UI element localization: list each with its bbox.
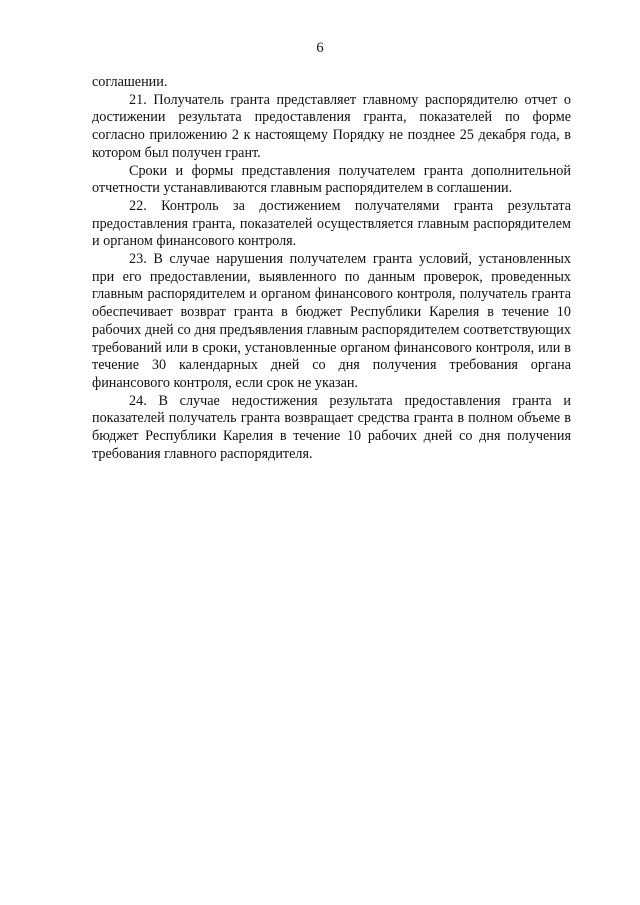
page-number: 6 [316,40,324,56]
document-body [92,74,571,463]
paragraph-21: 21. Получатель гранта представляет главному распорядителю отчет о достижении результата предоставления гранта, показателей по форме согласно приложению 2 к настоящему Порядку не позднее 25 декабря года, в котором был получен грант. [92,91,571,161]
paragraph-23: 23. В случае нарушения получателем гранта условий, установленных при его предоставлении, выявленного по данным проверок, проведенных главным распорядителем и органом финансового контроля, получатель гранта обеспечивает возврат гранта в бюджет Республики Карелия в течение 10 рабочих дней со дня предъявления главным распорядителем соответствующих требований или в сроки, установленные органом финансового контроля, или в течение 30 календарных дней со дня получения требования органа финансового контроля, если срок не указан. [92,251,571,391]
paragraph-reporting-forms: Сроки и формы представления получателем гранта дополнительной отчетности устанавливаются главным распорядителем в соглашении. [92,162,571,197]
paragraph-22: 22. Контроль за достижением получателями гранта результата предоставления гранта, показателей осуществляется главным распорядителем и органом финансового контроля. [92,197,571,250]
paragraph-continuation: соглашении. [92,74,168,90]
paragraph-24: 24. В случае недостижения результата предоставления гранта и показателей получатель гранта возвращает средства гранта в полном объеме в бюджет Республики Карелия в течение 10 рабочих дней со дня получения требования главного распорядителя. [92,392,571,462]
